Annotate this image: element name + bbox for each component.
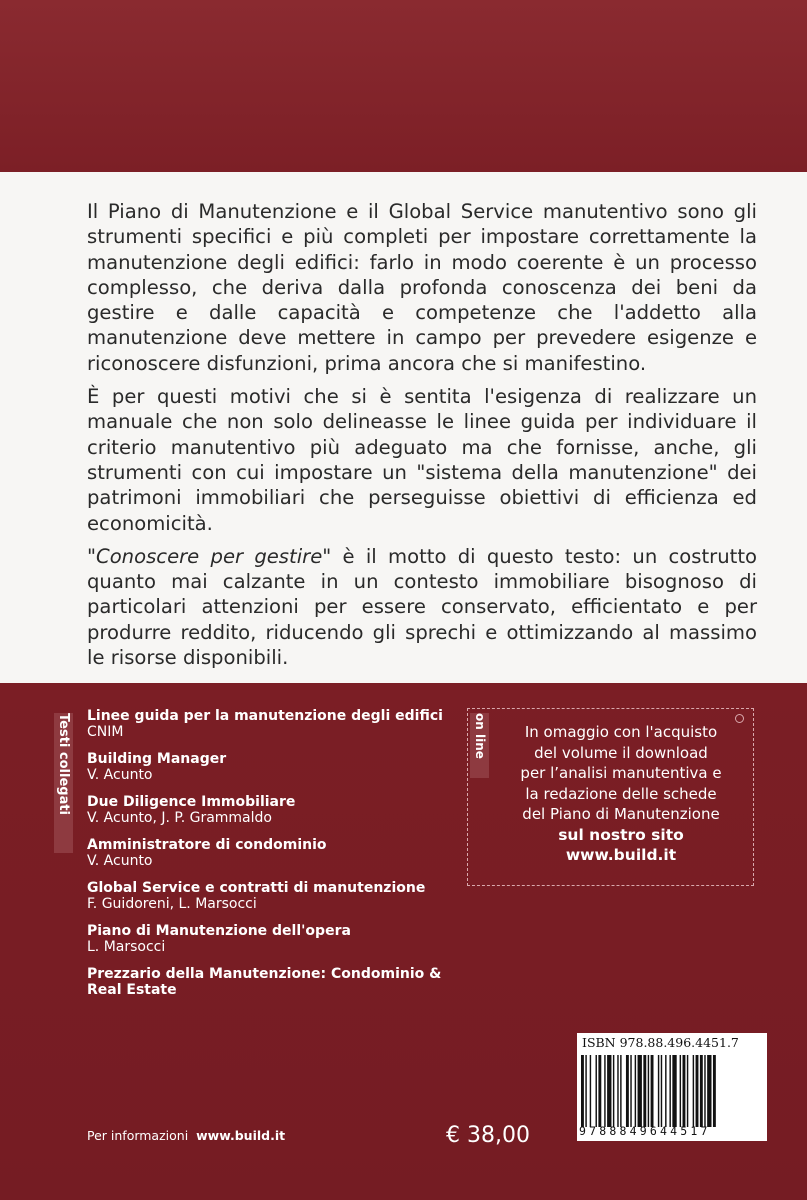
book-title: Building Manager [87, 751, 227, 767]
book-description [87, 199, 757, 678]
related-texts-tab-label: Testi collegati [56, 713, 71, 816]
offer-line: la redazione delle schede [525, 784, 717, 803]
online-tab-label: on line [473, 713, 487, 759]
price: € 38,00 [446, 1123, 530, 1148]
related-book [87, 708, 457, 741]
book-title: Amministratore di condominio [87, 837, 327, 853]
related-book [87, 880, 457, 913]
info-url[interactable]: www.build.it [196, 1128, 286, 1143]
book-author: V. Acunto, J. P. Grammaldo [87, 810, 272, 826]
book-author: V. Acunto [87, 853, 153, 869]
book-title: Linee guida per la manutenzione degli edifici [87, 708, 443, 724]
info-label: Per informazioni [87, 1128, 189, 1143]
book-author: L. Marsocci [87, 939, 166, 955]
offer-site-url[interactable]: www.build.it [565, 846, 677, 864]
related-book [87, 923, 457, 956]
description-paragraph-2: È per questi motivi che si è sentita l'esigenza di realizzare un manuale che non solo delineasse le linee guida per individuare il criterio manutentivo più adeguato ma che fornisse, anche, gli strumenti con cui impostare un "sistema della manutenzione" dei patrimoni immobiliari che perseguisse obiettivi di efficienza ed economicità. [87, 385, 757, 535]
offer-line: del volume il download [534, 743, 708, 762]
book-author: F. Guidoreni, L. Marsocci [87, 896, 257, 912]
offer-line: per l’analisi manutentiva e [520, 764, 722, 782]
related-books-list [87, 708, 457, 1008]
book-title: Prezzario della Manutenzione: Condominio & Real Estate [87, 966, 442, 998]
top-color-band [0, 0, 807, 172]
online-offer-text [493, 722, 749, 866]
isbn-text: ISBN 978.88.496.4451.7 [582, 1035, 739, 1050]
offer-line: del Piano di Manutenzione [522, 805, 720, 823]
description-paragraph-3 [87, 544, 757, 670]
barcode-digits: 9788849644517 [579, 1124, 711, 1138]
book-author: V. Acunto [87, 767, 153, 783]
book-title: Global Service e contratti di manutenzione [87, 880, 426, 896]
offer-line: In omaggio con l'acquisto [524, 723, 718, 741]
related-book [87, 837, 457, 870]
book-author: CNIM [87, 724, 124, 740]
book-title: Piano di Manutenzione dell'opera [87, 923, 351, 939]
barcode-bars [581, 1055, 763, 1127]
description-paragraph-3-rest: " è il motto di questo testo: un costrutto quanto mai calzante in un contesto immobiliare bisognoso di particolari attenzioni per essere conservato, efficientato e per produrre reddito, riducendo gli sprechi e ottimizzando al massimo le risorse disponibili. [87, 544, 757, 670]
description-paragraph-1: Il Piano di Manutenzione e il Global Service manutentivo sono gli strumenti specifici e più completi per impostare correttamente la manutenzione degli edifici: farlo in modo coerente è un processo complesso, che deriva dalla profonda conoscenza dei beni da gestire e dalle capacità e competenze che l'addetto alla manutenzione deve mettere in campo per prevedere esigenze e riconoscere disfunzioni, prima ancora che si manifestino. [87, 200, 757, 375]
book-title: Due Diligence Immobiliare [87, 794, 296, 810]
info-line [87, 1128, 285, 1143]
quote-open: " [87, 544, 97, 568]
barcode-label [577, 1033, 767, 1141]
motto: Conoscere per gestire [96, 544, 323, 568]
related-book [87, 751, 457, 784]
offer-site-label: sul nostro sito [558, 825, 684, 844]
related-texts-tab [54, 713, 73, 853]
related-book [87, 794, 457, 827]
online-tab [470, 713, 489, 778]
related-book [87, 966, 457, 998]
